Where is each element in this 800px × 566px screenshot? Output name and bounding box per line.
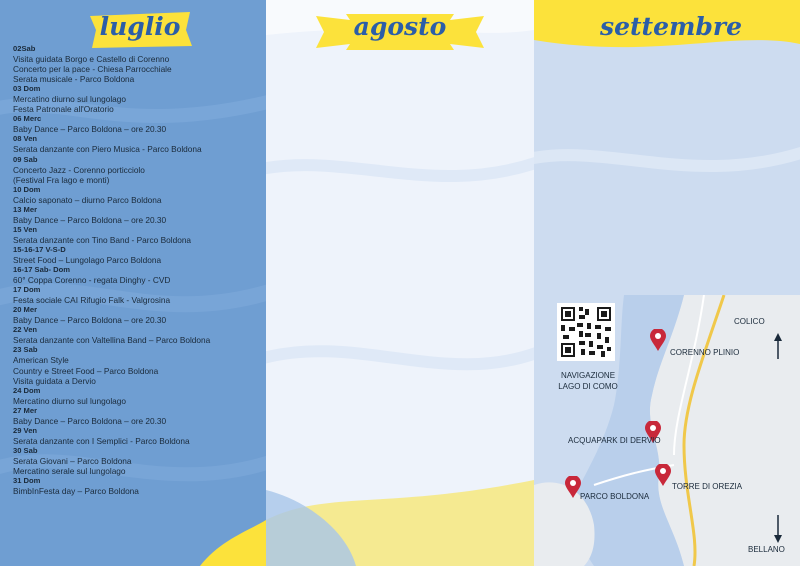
event-description: BimbInFesta day – Parco Boldona xyxy=(13,486,139,497)
event-description: Festa sociale CAI Rifugio Falk - Valgrosina xyxy=(13,295,171,306)
event-date: 17 Dom xyxy=(13,285,41,295)
event-description: Baby Dance – Parco Boldona – ore 20.30 xyxy=(13,315,167,326)
map-label-orezia: TORRE DI OREZIA xyxy=(672,482,743,491)
event-description: Country e Street Food – Parco Boldona xyxy=(13,365,159,376)
event-date: 24 Dom xyxy=(13,385,41,395)
event-description: Serata danzante con Tino Band - Parco Boldona xyxy=(13,234,192,245)
map-pin-icon xyxy=(655,464,671,486)
event-description: Festa Patronale all'Oratorio xyxy=(13,104,114,115)
map-pin-icon xyxy=(650,329,666,351)
event-description: Serata Giovani – Parco Boldona xyxy=(13,455,132,466)
event-description: Mercatino serale sul lungolago xyxy=(13,465,126,476)
middle-background-waves xyxy=(266,0,534,566)
map-pin-icon xyxy=(565,476,581,498)
event-description: Mercatino diurno sul lungolago xyxy=(13,94,127,105)
event-description: 60° Coppa Corenno - regata Dinghy - CVD xyxy=(13,275,171,286)
luglio-panel xyxy=(0,0,266,566)
event-date: 16-17 Sab- Dom xyxy=(13,265,70,275)
event-description: Visita guidata a Dervio xyxy=(13,375,96,386)
event-description: Concerto Jazz - Corenno porticciolo xyxy=(13,164,145,175)
event-date: 02Sab xyxy=(13,44,36,53)
event-description: Street Food – Lungolago Parco Boldona xyxy=(13,254,162,265)
event-description: Serata danzante con Valtellina Band – Parco Boldona xyxy=(13,335,211,346)
map-label-corenno: CORENNO PLINIO xyxy=(670,348,740,357)
event-date: 09 Sab xyxy=(13,154,38,164)
event-date: 23 Sab xyxy=(13,345,38,355)
event-date: 06 Merc xyxy=(13,114,42,124)
event-description: Visita guidata Borgo e Castello di Corenno xyxy=(13,54,170,65)
event-description: Baby Dance – Parco Boldona – ore 20.30 xyxy=(13,415,167,426)
map-label-colico: COLICO xyxy=(734,317,765,326)
event-date: 27 Mer xyxy=(13,405,38,415)
event-description: Concerto per la pace - Chiesa Parrocchiale xyxy=(13,64,172,75)
event-date: 20 Mer xyxy=(13,305,38,315)
event-description: American Style xyxy=(13,355,69,366)
event-description: Serata danzante con I Semplici - Parco Boldona xyxy=(13,435,190,446)
event-date: 03 Dom xyxy=(13,84,41,94)
event-date: 13 Mer xyxy=(13,204,38,214)
event-date: 30 Sab xyxy=(13,445,38,455)
event-description: (Festival Fra lago e monti) xyxy=(13,174,110,185)
qr-code-icon xyxy=(557,303,615,361)
event-description: Baby Dance – Parco Boldona – ore 20.30 xyxy=(13,214,167,225)
event-date: 08 Ven xyxy=(13,134,38,144)
settembre-banner xyxy=(600,10,742,50)
event-date: 31 Dom xyxy=(13,476,41,486)
navigation-line2: LAGO DI COMO xyxy=(558,382,618,391)
map-label-bellano: BELLANO xyxy=(748,545,785,554)
navigation-label xyxy=(557,370,619,392)
agosto-banner xyxy=(314,10,486,50)
agosto-panel xyxy=(266,0,534,566)
event-date: 22 Ven xyxy=(13,325,38,335)
event-date: 15-16-17 V-S-D xyxy=(13,244,66,254)
qr-code xyxy=(557,303,615,361)
map-label-acquapark: ACQUAPARK DI DERVIO xyxy=(568,436,661,445)
luglio-event-list xyxy=(13,44,263,496)
event-date: 10 Dom xyxy=(13,184,41,194)
event-date: 29 Ven xyxy=(13,425,38,435)
settembre-title: settembre xyxy=(600,12,742,41)
event-description: Serata musicale - Parco Boldona xyxy=(13,74,135,85)
event-description: Calcio saponato – diurno Parco Boldona xyxy=(13,194,162,205)
event-description: Mercatino diurno sul lungolago xyxy=(13,395,127,406)
agosto-title: agosto xyxy=(353,12,447,41)
navigation-line1: NAVIGAZIONE xyxy=(560,371,616,380)
event-description: Baby Dance – Parco Boldona – ore 20.30 xyxy=(13,124,167,135)
event-date: 15 Ven xyxy=(13,224,38,234)
luglio-title: luglio xyxy=(99,12,181,41)
map-label-boldona: PARCO BOLDONA xyxy=(580,492,650,501)
event-description: Serata danzante con Piero Musica - Parco Boldona xyxy=(13,144,202,155)
